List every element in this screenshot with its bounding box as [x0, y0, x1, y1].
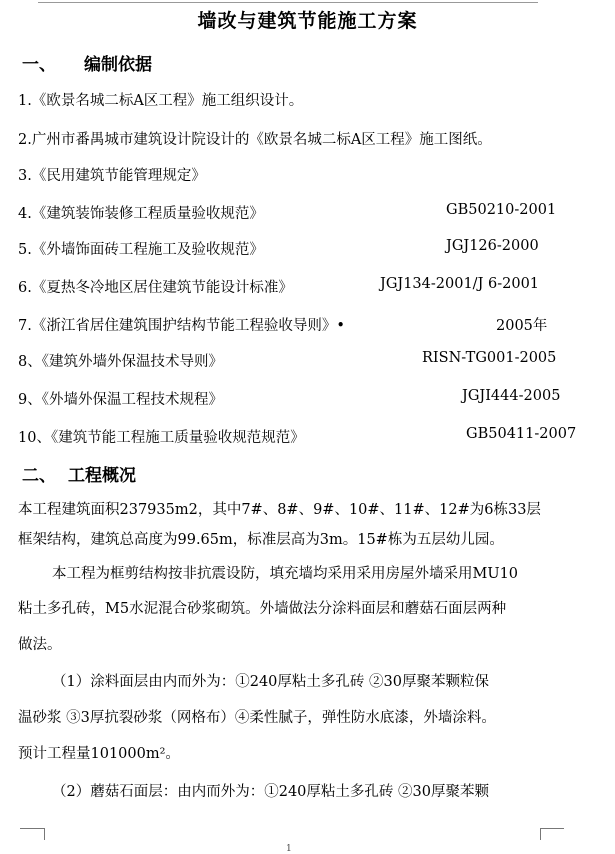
header-rule: [38, 2, 538, 3]
margin-mark-right: [540, 828, 542, 840]
reference-item-4: 4.《建筑装饰装修工程质量验收规范》 GB50210-2001: [18, 202, 557, 222]
standard-code: JGJ134-2001/J 6-2001: [380, 276, 540, 292]
reference-item-5: 5.《外墙饰面砖工程施工及验收规范》 JGJ126-2000: [18, 238, 539, 258]
section-title: 工程概况: [68, 466, 136, 486]
reference-item-6: 6.《夏热冬冷地区居住建筑节能设计标准》 JGJ134-2001/J 6-2001: [18, 276, 540, 296]
overview-line-7: 温砂浆 ③3厚抗裂砂浆（网格布）④柔性腻子，弹性防水底漆，外墙涂料。: [18, 710, 496, 726]
margin-mark-left: [36, 828, 45, 840]
standard-code: GB50411-2007: [466, 426, 577, 442]
section-heading-basis: [22, 50, 152, 75]
margin-mark-left-h: [20, 828, 44, 829]
section-title: 编制依据: [84, 55, 152, 75]
standard-code: RISN-TG001-2005: [422, 350, 557, 366]
standard-code: JGJI444-2005: [462, 388, 561, 404]
standard-code: JGJ126-2000: [446, 238, 539, 254]
standard-code: 2005年: [496, 318, 548, 334]
reference-item-10: 10、《建筑节能工程施工质量验收规范规范》 GB50411-2007: [18, 426, 577, 446]
section-number: 二、: [22, 466, 56, 486]
overview-line-3: 本工程为框剪结构按非抗震设防，填充墙均采用采用房屋外墙采用MU10: [52, 566, 519, 582]
reference-item-9: 9、《外墙外保温工程技术规程》 JGJI444-2005: [18, 388, 561, 408]
reference-item-3: 3.《民用建筑节能管理规定》: [18, 168, 206, 184]
reference-item-1: 1.《欧景名城二标A区工程》施工组织设计。: [18, 93, 304, 109]
overview-line-4: 粘土多孔砖，M5水泥混合砂浆砌筑。外墙做法分涂料面层和蘑菇石面层两种: [18, 601, 507, 617]
reference-item-2: 2.广州市番禺城市建筑设计院设计的《欧景名城二标A区工程》施工图纸。: [18, 132, 492, 148]
reference-item-7: 7.《浙江省居住建筑围护结构节能工程验收导则》• 2005年: [18, 314, 574, 335]
document-title: 墙改与建筑节能施工方案: [197, 10, 418, 32]
overview-line-5: 做法。: [18, 637, 62, 653]
section-number: 一、: [22, 55, 56, 75]
standard-code: GB50210-2001: [446, 202, 557, 218]
overview-line-1: 本工程建筑面积237935m2，其中7#、8#、9#、10#、11#、12#为6栋33层: [18, 502, 541, 518]
section-heading-overview: [22, 461, 136, 486]
reference-item-8: 8、《建筑外墙外保温技术导则》 RISN-TG001-2005: [18, 350, 557, 370]
overview-line-6: （1）涂料面层由内而外为：①240厚粘土多孔砖 ②30厚聚苯颗粒保: [52, 674, 489, 690]
page-number: 1: [286, 844, 292, 854]
overview-line-8: 预计工程量101000m²。: [18, 746, 180, 762]
overview-line-2: 框架结构，建筑总高度为99.65m，标准层高为3m。15#栋为五层幼儿园。: [18, 532, 504, 548]
overview-line-9: （2）蘑菇石面层：由内而外为：①240厚粘土多孔砖 ②30厚聚苯颗: [52, 784, 489, 800]
margin-mark-right-h: [540, 828, 564, 829]
